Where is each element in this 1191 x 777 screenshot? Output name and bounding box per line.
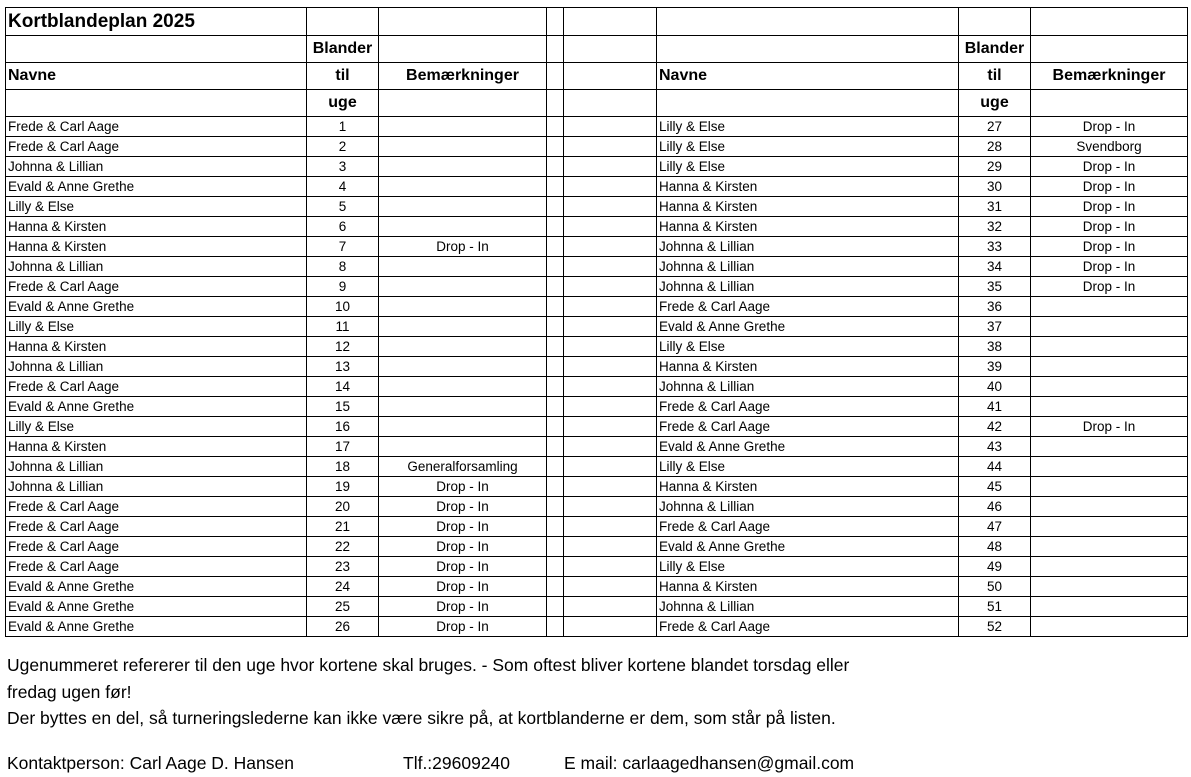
right-note-cell: Drop - In — [1031, 237, 1188, 257]
table-row — [6, 477, 1188, 497]
right-note-cell — [1031, 457, 1188, 477]
left-note-cell — [379, 157, 547, 177]
left-week-cell: 26 — [307, 617, 379, 637]
til-header: til — [307, 63, 379, 90]
left-name-cell: Evald & Anne Grethe — [6, 177, 307, 197]
spacer-cell — [547, 557, 564, 577]
email-address: E mail: carlaagedhansen@gmail.com — [564, 753, 855, 773]
spacer-cell — [564, 517, 657, 537]
right-note-cell — [1031, 577, 1188, 597]
til-header: til — [959, 63, 1031, 90]
right-note-cell: Drop - In — [1031, 117, 1188, 137]
right-note-cell — [1031, 317, 1188, 337]
spacer-cell — [564, 137, 657, 157]
table-row — [6, 217, 1188, 237]
right-note-cell — [1031, 297, 1188, 317]
table-row — [6, 497, 1188, 517]
right-name-cell: Evald & Anne Grethe — [657, 437, 959, 457]
spacer-cell — [547, 117, 564, 137]
right-week-cell: 31 — [959, 197, 1031, 217]
right-name-cell: Frede & Carl Aage — [657, 297, 959, 317]
right-note-cell: Svendborg — [1031, 137, 1188, 157]
right-name-cell: Johnna & Lillian — [657, 597, 959, 617]
right-note-cell — [1031, 357, 1188, 377]
left-name-cell: Frede & Carl Aage — [6, 497, 307, 517]
right-name-cell: Johnna & Lillian — [657, 277, 959, 297]
table-row — [6, 177, 1188, 197]
right-note-cell: Drop - In — [1031, 217, 1188, 237]
left-note-cell — [379, 317, 547, 337]
table-row — [6, 517, 1188, 537]
left-week-cell: 24 — [307, 577, 379, 597]
table-row — [6, 417, 1188, 437]
right-week-cell: 28 — [959, 137, 1031, 157]
right-week-cell: 41 — [959, 397, 1031, 417]
right-week-cell: 29 — [959, 157, 1031, 177]
table-row — [6, 537, 1188, 557]
right-name-cell: Hanna & Kirsten — [657, 357, 959, 377]
blander-header: Blander — [307, 36, 379, 63]
right-week-cell: 44 — [959, 457, 1031, 477]
bemaerkninger-header: Bemærkninger — [379, 63, 547, 90]
left-name-cell: Johnna & Lillian — [6, 257, 307, 277]
right-name-cell: Johnna & Lillian — [657, 377, 959, 397]
spacer-cell — [564, 557, 657, 577]
left-note-cell — [379, 337, 547, 357]
left-note-cell: Drop - In — [379, 537, 547, 557]
spacer-cell — [564, 577, 657, 597]
right-week-cell: 42 — [959, 417, 1031, 437]
right-name-cell: Hanna & Kirsten — [657, 217, 959, 237]
right-name-cell: Johnna & Lillian — [657, 497, 959, 517]
title-row — [6, 8, 1188, 36]
footer-note-line-2: fredag ugen før! — [7, 682, 132, 702]
left-name-cell: Frede & Carl Aage — [6, 137, 307, 157]
spacer-cell — [547, 357, 564, 377]
left-name-cell: Hanna & Kirsten — [6, 337, 307, 357]
blander-header: Blander — [959, 36, 1031, 63]
right-week-cell: 45 — [959, 477, 1031, 497]
right-name-cell: Frede & Carl Aage — [657, 417, 959, 437]
uge-header: uge — [959, 90, 1031, 117]
table-row — [6, 317, 1188, 337]
right-week-cell: 52 — [959, 617, 1031, 637]
left-name-cell: Johnna & Lillian — [6, 457, 307, 477]
left-note-cell — [379, 377, 547, 397]
right-name-cell: Evald & Anne Grethe — [657, 537, 959, 557]
right-name-cell: Lilly & Else — [657, 337, 959, 357]
right-name-cell: Hanna & Kirsten — [657, 477, 959, 497]
spacer-cell — [547, 517, 564, 537]
header-row-1 — [6, 36, 1188, 63]
right-note-cell — [1031, 477, 1188, 497]
spacer-cell — [547, 237, 564, 257]
left-note-cell: Drop - In — [379, 577, 547, 597]
spacer-cell — [564, 217, 657, 237]
right-week-cell: 35 — [959, 277, 1031, 297]
left-name-cell: Johnna & Lillian — [6, 477, 307, 497]
spacer-cell — [564, 497, 657, 517]
right-name-cell: Frede & Carl Aage — [657, 517, 959, 537]
right-name-cell: Johnna & Lillian — [657, 237, 959, 257]
right-note-cell — [1031, 597, 1188, 617]
table-row — [6, 257, 1188, 277]
right-note-cell — [1031, 517, 1188, 537]
right-name-cell: Johnna & Lillian — [657, 257, 959, 277]
left-week-cell: 19 — [307, 477, 379, 497]
table-row — [6, 577, 1188, 597]
table-row — [6, 197, 1188, 217]
right-week-cell: 34 — [959, 257, 1031, 277]
right-name-cell: Lilly & Else — [657, 457, 959, 477]
spacer-cell — [564, 437, 657, 457]
spacer-cell — [547, 197, 564, 217]
right-note-cell: Drop - In — [1031, 277, 1188, 297]
footer-note-line-3: Der byttes en del, så turneringslederne kan ikke være sikre på, at kortblanderne er dem, som står på listen. — [7, 708, 836, 728]
right-week-cell: 40 — [959, 377, 1031, 397]
right-week-cell: 39 — [959, 357, 1031, 377]
right-week-cell: 27 — [959, 117, 1031, 137]
right-week-cell: 47 — [959, 517, 1031, 537]
left-note-cell — [379, 297, 547, 317]
left-name-cell: Frede & Carl Aage — [6, 517, 307, 537]
right-name-cell: Lilly & Else — [657, 137, 959, 157]
left-name-cell: Johnna & Lillian — [6, 357, 307, 377]
left-name-cell: Evald & Anne Grethe — [6, 617, 307, 637]
right-note-cell: Drop - In — [1031, 177, 1188, 197]
spacer-cell — [564, 537, 657, 557]
table-row — [6, 597, 1188, 617]
right-week-cell: 43 — [959, 437, 1031, 457]
right-week-cell: 37 — [959, 317, 1031, 337]
left-week-cell: 13 — [307, 357, 379, 377]
table-row — [6, 157, 1188, 177]
left-name-cell: Evald & Anne Grethe — [6, 297, 307, 317]
spacer-cell — [547, 437, 564, 457]
table-row — [6, 377, 1188, 397]
spacer-cell — [547, 377, 564, 397]
left-name-cell: Evald & Anne Grethe — [6, 597, 307, 617]
left-note-cell: Drop - In — [379, 497, 547, 517]
spacer-cell — [564, 397, 657, 417]
right-name-cell: Evald & Anne Grethe — [657, 317, 959, 337]
spacer-cell — [564, 177, 657, 197]
right-name-cell: Hanna & Kirsten — [657, 577, 959, 597]
spacer-cell — [547, 537, 564, 557]
right-name-cell: Frede & Carl Aage — [657, 617, 959, 637]
left-note-cell — [379, 357, 547, 377]
left-note-cell: Drop - In — [379, 597, 547, 617]
left-week-cell: 15 — [307, 397, 379, 417]
spacer-cell — [547, 297, 564, 317]
right-note-cell — [1031, 497, 1188, 517]
left-note-cell: Drop - In — [379, 237, 547, 257]
header-row-2 — [6, 63, 1188, 90]
left-week-cell: 25 — [307, 597, 379, 617]
left-note-cell — [379, 137, 547, 157]
spacer-cell — [547, 277, 564, 297]
left-week-cell: 6 — [307, 217, 379, 237]
right-name-cell: Hanna & Kirsten — [657, 197, 959, 217]
left-name-cell: Frede & Carl Aage — [6, 377, 307, 397]
left-week-cell: 4 — [307, 177, 379, 197]
table-row — [6, 457, 1188, 477]
spacer-cell — [547, 397, 564, 417]
spacer-cell — [547, 457, 564, 477]
right-note-cell — [1031, 377, 1188, 397]
right-week-cell: 33 — [959, 237, 1031, 257]
spacer-cell — [547, 477, 564, 497]
spacer-cell — [564, 457, 657, 477]
sheet-title: Kortblandeplan 2025 — [6, 8, 307, 36]
left-week-cell: 12 — [307, 337, 379, 357]
left-note-cell — [379, 217, 547, 237]
right-week-cell: 38 — [959, 337, 1031, 357]
right-week-cell: 49 — [959, 557, 1031, 577]
left-week-cell: 11 — [307, 317, 379, 337]
spacer-cell — [547, 317, 564, 337]
spacer-cell — [564, 617, 657, 637]
spacer-cell — [564, 257, 657, 277]
left-name-cell: Lilly & Else — [6, 197, 307, 217]
right-week-cell: 30 — [959, 177, 1031, 197]
spacer-cell — [564, 237, 657, 257]
right-name-cell: Lilly & Else — [657, 157, 959, 177]
left-name-cell: Lilly & Else — [6, 417, 307, 437]
spacer-cell — [547, 597, 564, 617]
spacer-cell — [547, 137, 564, 157]
left-week-cell: 1 — [307, 117, 379, 137]
table-row — [6, 277, 1188, 297]
spacer-cell — [564, 597, 657, 617]
left-name-cell: Frede & Carl Aage — [6, 537, 307, 557]
left-note-cell: Drop - In — [379, 557, 547, 577]
left-note-cell — [379, 277, 547, 297]
right-note-cell — [1031, 397, 1188, 417]
left-note-cell — [379, 397, 547, 417]
spacer-cell — [564, 337, 657, 357]
right-week-cell: 51 — [959, 597, 1031, 617]
right-name-cell: Hanna & Kirsten — [657, 177, 959, 197]
left-week-cell: 22 — [307, 537, 379, 557]
left-note-cell: Drop - In — [379, 617, 547, 637]
table-row — [6, 557, 1188, 577]
spacer-cell — [547, 217, 564, 237]
right-name-cell: Frede & Carl Aage — [657, 397, 959, 417]
table-row — [6, 617, 1188, 637]
left-name-cell: Johnna & Lillian — [6, 157, 307, 177]
left-week-cell: 18 — [307, 457, 379, 477]
left-week-cell: 14 — [307, 377, 379, 397]
uge-header: uge — [307, 90, 379, 117]
left-week-cell: 5 — [307, 197, 379, 217]
left-week-cell: 16 — [307, 417, 379, 437]
phone-number: Tlf.:29609240 — [403, 753, 511, 773]
spacer-cell — [564, 197, 657, 217]
spacer-cell — [564, 317, 657, 337]
table-row — [6, 397, 1188, 417]
spacer-cell — [547, 617, 564, 637]
left-week-cell: 2 — [307, 137, 379, 157]
left-week-cell: 3 — [307, 157, 379, 177]
right-week-cell: 32 — [959, 217, 1031, 237]
left-week-cell: 10 — [307, 297, 379, 317]
right-note-cell — [1031, 437, 1188, 457]
left-note-cell — [379, 117, 547, 137]
right-note-cell: Drop - In — [1031, 197, 1188, 217]
table-row — [6, 117, 1188, 137]
right-note-cell — [1031, 337, 1188, 357]
right-week-cell: 48 — [959, 537, 1031, 557]
right-week-cell: 46 — [959, 497, 1031, 517]
left-name-cell: Frede & Carl Aage — [6, 277, 307, 297]
contact-person: Kontaktperson: Carl Aage D. Hansen — [7, 753, 294, 773]
left-note-cell — [379, 177, 547, 197]
left-note-cell: Drop - In — [379, 517, 547, 537]
left-week-cell: 23 — [307, 557, 379, 577]
spacer-cell — [564, 157, 657, 177]
spacer-cell — [547, 497, 564, 517]
left-week-cell: 20 — [307, 497, 379, 517]
spacer-cell — [547, 337, 564, 357]
left-week-cell: 21 — [307, 517, 379, 537]
spacer-cell — [564, 297, 657, 317]
table-row — [6, 437, 1188, 457]
left-note-cell: Drop - In — [379, 477, 547, 497]
left-name-cell: Hanna & Kirsten — [6, 437, 307, 457]
bemaerkninger-header: Bemærkninger — [1031, 63, 1188, 90]
table-row — [6, 237, 1188, 257]
right-week-cell: 36 — [959, 297, 1031, 317]
left-name-cell: Hanna & Kirsten — [6, 237, 307, 257]
spacer-cell — [547, 417, 564, 437]
left-name-cell: Evald & Anne Grethe — [6, 397, 307, 417]
right-note-cell: Drop - In — [1031, 417, 1188, 437]
left-week-cell: 7 — [307, 237, 379, 257]
left-note-cell — [379, 417, 547, 437]
right-note-cell — [1031, 557, 1188, 577]
left-note-cell — [379, 197, 547, 217]
spacer-cell — [564, 277, 657, 297]
right-note-cell — [1031, 537, 1188, 557]
spacer-cell — [564, 377, 657, 397]
table-row — [6, 337, 1188, 357]
footer-note-line-1: Ugenummeret refererer til den uge hvor kortene skal bruges. - Som oftest bliver kortene blandet torsdag eller — [7, 655, 850, 675]
spacer-cell — [547, 157, 564, 177]
spacer-cell — [547, 577, 564, 597]
left-name-cell: Evald & Anne Grethe — [6, 577, 307, 597]
left-name-cell: Hanna & Kirsten — [6, 217, 307, 237]
table-row — [6, 137, 1188, 157]
left-name-cell: Lilly & Else — [6, 317, 307, 337]
spacer-cell — [564, 477, 657, 497]
left-name-cell: Frede & Carl Aage — [6, 557, 307, 577]
right-week-cell: 50 — [959, 577, 1031, 597]
table-row — [6, 297, 1188, 317]
right-name-cell: Lilly & Else — [657, 117, 959, 137]
left-note-cell — [379, 437, 547, 457]
left-week-cell: 9 — [307, 277, 379, 297]
table-row — [6, 357, 1188, 377]
spacer-cell — [547, 177, 564, 197]
spacer-cell — [547, 257, 564, 277]
navne-header: Navne — [6, 63, 307, 90]
right-note-cell: Drop - In — [1031, 257, 1188, 277]
right-name-cell: Lilly & Else — [657, 557, 959, 577]
left-note-cell — [379, 257, 547, 277]
left-name-cell: Frede & Carl Aage — [6, 117, 307, 137]
spacer-cell — [564, 117, 657, 137]
spacer-cell — [564, 357, 657, 377]
right-note-cell — [1031, 617, 1188, 637]
schedule-table — [5, 7, 1188, 637]
left-week-cell: 17 — [307, 437, 379, 457]
right-note-cell: Drop - In — [1031, 157, 1188, 177]
spacer-cell — [564, 417, 657, 437]
header-row-3 — [6, 90, 1188, 117]
left-note-cell: Generalforsamling — [379, 457, 547, 477]
navne-header: Navne — [657, 63, 959, 90]
left-week-cell: 8 — [307, 257, 379, 277]
